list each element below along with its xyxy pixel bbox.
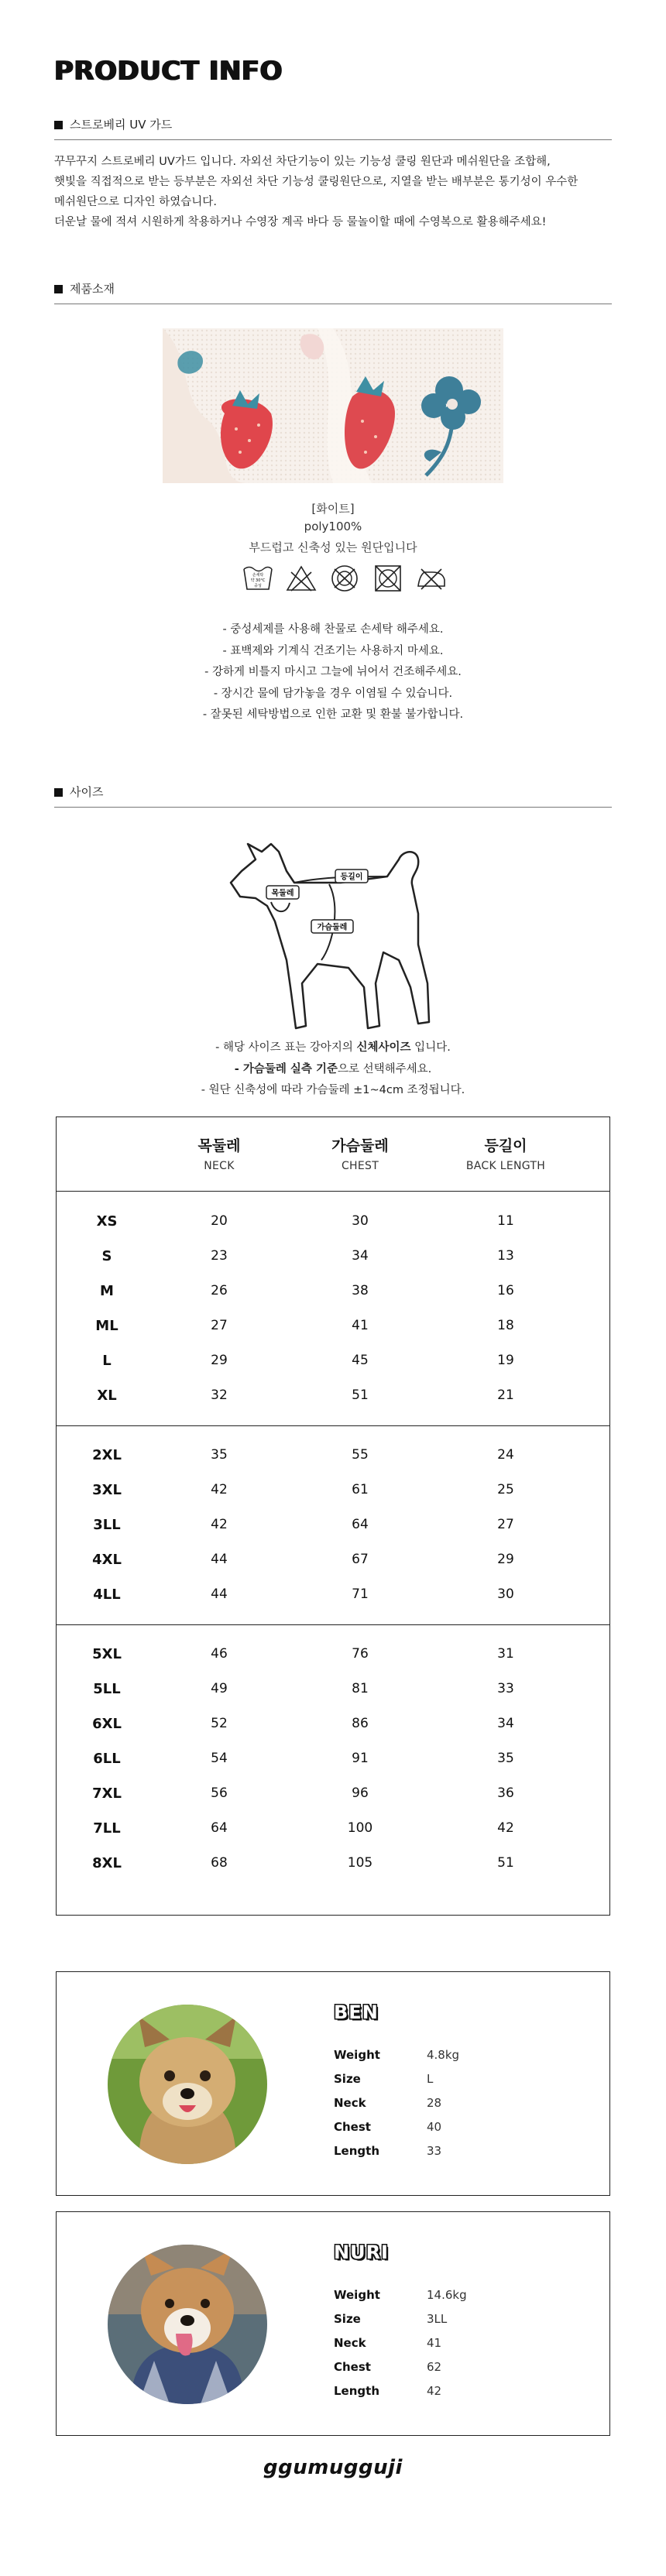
- table-cell: 105: [347, 1854, 373, 1871]
- spec-key: Weight: [334, 2288, 380, 2302]
- spec-row: [334, 2115, 459, 2139]
- table-cell: 31: [497, 1645, 514, 1662]
- table-cell: 29: [497, 1551, 514, 1567]
- care-note: - 잘못된 세탁방법으로 인한 교환 및 환불 불가합니다.: [202, 708, 464, 721]
- table-header: [57, 1117, 609, 1192]
- table-cell: 16: [497, 1283, 514, 1298]
- size-label: 3LL: [93, 1516, 121, 1533]
- table-cell: 19: [497, 1353, 514, 1368]
- table-row: [57, 1508, 609, 1542]
- table-row: [57, 1776, 609, 1811]
- spec-value: 4.8kg: [427, 2048, 460, 2062]
- table-cell: 86: [352, 1715, 369, 1731]
- square-bullet-icon: [54, 285, 63, 293]
- spec-row: [334, 2379, 467, 2403]
- size-note: [0, 1038, 666, 1059]
- note-text: 입니다.: [410, 1041, 451, 1054]
- square-bullet-icon: [54, 788, 63, 797]
- size-label: 5XL: [92, 1645, 122, 1662]
- model-specs: [334, 2043, 459, 2163]
- table-cell: 20: [211, 1213, 228, 1229]
- table-row: [57, 1846, 609, 1881]
- square-bullet-icon: [54, 121, 63, 129]
- table-row: [57, 1239, 609, 1274]
- section-label: 제품소재: [70, 282, 115, 296]
- table-cell: 54: [211, 1750, 228, 1766]
- divider: [54, 807, 612, 808]
- table-cell: 91: [352, 1750, 369, 1766]
- spec-row: [334, 2139, 459, 2163]
- table-cell: 35: [497, 1750, 514, 1766]
- spec-row: [334, 2331, 467, 2355]
- label-chest: 가슴둘레: [317, 923, 348, 932]
- size-label: L: [102, 1353, 112, 1369]
- size-note: [0, 1059, 666, 1081]
- fabric-description: 부드럽고 신축성 있는 원단입니다: [249, 540, 417, 554]
- wash-label: 중성: [254, 584, 262, 588]
- table-cell: 29: [211, 1353, 228, 1368]
- table-cell: 30: [497, 1586, 514, 1602]
- spec-key: Size: [334, 2312, 361, 2326]
- description-line: 햇빛을 직접적으로 받는 등부분은 자외선 차단 기능성 쿨링원단으로, 지열을 받는 배부분은 통기성이 우수한: [54, 176, 578, 188]
- table-row: [57, 1706, 609, 1741]
- section-label: 스트로베리 UV 가드: [70, 118, 173, 132]
- table-cell: 68: [211, 1854, 228, 1871]
- table-cell: 52: [211, 1715, 228, 1731]
- table-cell: 24: [497, 1446, 514, 1463]
- table-cell: 61: [352, 1481, 369, 1497]
- care-note: - 강하게 비틀지 마시고 그늘에 뉘어서 건조해주세요.: [204, 666, 462, 678]
- label-back-length: 등길이: [340, 873, 363, 882]
- section-header-size: [54, 784, 612, 800]
- spec-key: Length: [334, 2144, 379, 2158]
- fabric-swatch-image: [163, 328, 503, 483]
- model-name: NURI: [334, 2242, 389, 2263]
- avatar: [108, 2245, 267, 2404]
- table-row: [57, 1309, 609, 1343]
- no-bleach-icon: [285, 563, 318, 594]
- table-cell: 23: [211, 1248, 228, 1264]
- note-bold: - 가슴둘레 실측 기준: [234, 1062, 338, 1075]
- table-cell: 76: [352, 1645, 369, 1662]
- dog-measurement-diagram: [225, 828, 441, 1038]
- fabric-color: [화이트]: [311, 502, 355, 516]
- no-iron-icon: [415, 563, 448, 594]
- table-cell: 71: [352, 1586, 369, 1602]
- header-label: 가슴둘레: [331, 1137, 389, 1154]
- size-label: S: [101, 1248, 112, 1264]
- spec-key: Length: [334, 2384, 379, 2398]
- size-label: 7XL: [92, 1785, 122, 1802]
- table-cell: 46: [211, 1645, 228, 1662]
- table-cell: 32: [211, 1387, 228, 1403]
- label-neck: 목둘레: [271, 889, 294, 898]
- size-label: 6LL: [93, 1750, 121, 1767]
- size-notes: [0, 1038, 666, 1102]
- wash-label: 약 30°C: [250, 578, 266, 583]
- spec-value: 33: [427, 2144, 442, 2158]
- header-sub: CHEST: [341, 1160, 379, 1172]
- description-line: 더운날 물에 적셔 시원하게 착용하거나 수영장 계곡 바다 등 물놀이할 때에 수영복으로 활용해주세요!: [54, 216, 547, 228]
- spec-value: 42: [427, 2384, 442, 2398]
- table-row: [57, 1378, 609, 1413]
- size-label: 6XL: [92, 1715, 122, 1732]
- note-bold: 신체사이즈: [356, 1041, 411, 1054]
- care-instructions: [0, 619, 666, 726]
- table-cell: 100: [347, 1820, 373, 1836]
- table-cell: 96: [352, 1785, 369, 1801]
- care-note: - 장시간 물에 담가놓을 경우 이염될 수 있습니다.: [213, 687, 453, 700]
- table-cell: 51: [352, 1387, 369, 1403]
- spec-value: 41: [427, 2336, 442, 2350]
- size-label: 2XL: [92, 1446, 122, 1463]
- table-row: [57, 1204, 609, 1239]
- header-chest: [298, 1134, 422, 1172]
- brand-logo: ggumugguji: [263, 2456, 403, 2479]
- table-cell: 34: [497, 1715, 514, 1731]
- spec-key: Chest: [334, 2120, 371, 2134]
- table-cell: 11: [497, 1213, 514, 1229]
- spec-row: [334, 2067, 459, 2091]
- table-cell: 42: [211, 1481, 228, 1497]
- model-specs: [334, 2283, 467, 2403]
- size-group: [57, 1192, 609, 1425]
- table-row: [57, 1542, 609, 1577]
- size-label: 3XL: [92, 1481, 122, 1498]
- table-cell: 26: [211, 1283, 228, 1298]
- table-cell: 13: [497, 1248, 514, 1264]
- size-label: 8XL: [92, 1854, 122, 1871]
- table-cell: 34: [352, 1248, 369, 1264]
- table-cell: 35: [211, 1446, 228, 1463]
- header-sub: NECK: [204, 1160, 235, 1172]
- header-label: 등길이: [484, 1137, 527, 1154]
- table-cell: 25: [497, 1481, 514, 1497]
- header-sub: BACK LENGTH: [465, 1160, 546, 1172]
- table-cell: 21: [497, 1387, 514, 1403]
- spec-key: Neck: [334, 2336, 366, 2350]
- table-cell: 81: [352, 1680, 369, 1696]
- table-cell: 42: [497, 1820, 514, 1836]
- table-row: [57, 1274, 609, 1309]
- care-note: - 중성세제를 사용해 찬물로 손세탁 해주세요.: [222, 623, 444, 636]
- size-group: [57, 1425, 609, 1624]
- section-header-product: [54, 116, 612, 132]
- table-cell: 67: [352, 1551, 369, 1567]
- table-row: [57, 1672, 609, 1706]
- spec-key: Chest: [334, 2360, 371, 2374]
- model-card-nuri: [56, 2211, 610, 2436]
- size-group: [57, 1624, 609, 1893]
- description-line: 메쉬원단으로 디자인 하였습니다.: [54, 196, 217, 208]
- size-label: M: [100, 1283, 114, 1299]
- table-cell: 27: [497, 1516, 514, 1532]
- section-header-material: [54, 280, 612, 297]
- spec-row: [334, 2091, 459, 2115]
- spec-row: [334, 2355, 467, 2379]
- table-cell: 27: [211, 1318, 228, 1333]
- divider: [54, 139, 612, 140]
- no-tumble-dry-icon: [328, 563, 361, 594]
- section-label: 사이즈: [70, 785, 104, 799]
- table-cell: 33: [497, 1680, 514, 1696]
- size-table: [56, 1116, 610, 1916]
- spec-value: 62: [427, 2360, 442, 2374]
- table-cell: 45: [352, 1353, 369, 1368]
- header-neck: [157, 1134, 281, 1172]
- table-cell: 42: [211, 1516, 228, 1532]
- spec-value: 40: [427, 2120, 442, 2134]
- product-description: [54, 152, 620, 232]
- spec-value: 28: [427, 2096, 442, 2110]
- spec-row: [334, 2043, 459, 2067]
- spec-row: [334, 2307, 467, 2331]
- size-label: 5LL: [93, 1680, 121, 1697]
- table-row: [57, 1343, 609, 1378]
- table-cell: 44: [211, 1551, 228, 1567]
- description-line: 꾸무꾸지 스트로베리 UV가드 입니다. 자외선 차단기능이 있는 기능성 쿨링 원단과 메쉬원단을 조합해,: [54, 156, 551, 168]
- spec-key: Size: [334, 2072, 361, 2086]
- header-back-length: [436, 1134, 575, 1172]
- spec-value: 14.6kg: [427, 2288, 467, 2302]
- model-card-ben: [56, 1971, 610, 2196]
- note-text: 으로 선택해주세요.: [337, 1062, 432, 1075]
- table-row: [57, 1577, 609, 1612]
- spec-row: [334, 2283, 467, 2307]
- size-label: 4XL: [92, 1551, 122, 1568]
- wash-label: 손세탁: [252, 573, 264, 578]
- table-row: [57, 1438, 609, 1473]
- spec-key: Weight: [334, 2048, 380, 2062]
- spec-key: Neck: [334, 2096, 366, 2110]
- table-cell: 44: [211, 1586, 228, 1602]
- no-dry-clean-icon: [372, 563, 404, 594]
- table-row: [57, 1473, 609, 1508]
- spec-value: 3LL: [427, 2312, 448, 2326]
- table-cell: 55: [352, 1446, 369, 1463]
- header-label: 목둘레: [197, 1137, 241, 1154]
- table-cell: 64: [352, 1516, 369, 1532]
- size-label: XS: [96, 1213, 118, 1230]
- table-cell: 64: [211, 1820, 228, 1836]
- avatar: [108, 2005, 267, 2164]
- table-cell: 18: [497, 1318, 514, 1333]
- care-icons: [242, 563, 448, 594]
- table-row: [57, 1637, 609, 1672]
- size-label: 4LL: [93, 1586, 121, 1603]
- table-cell: 56: [211, 1785, 228, 1801]
- table-cell: 38: [352, 1283, 369, 1298]
- spec-value: L: [427, 2072, 434, 2086]
- hand-wash-icon: [242, 563, 274, 594]
- table-cell: 30: [352, 1213, 369, 1229]
- table-cell: 51: [497, 1854, 514, 1871]
- page-title: PRODUCT INFO: [54, 56, 283, 87]
- table-cell: 41: [352, 1318, 369, 1333]
- table-cell: 49: [211, 1680, 228, 1696]
- fabric-composition: poly100%: [304, 520, 362, 533]
- note-text: - 해당 사이즈 표는 강아지의: [215, 1041, 357, 1054]
- size-label: XL: [97, 1387, 117, 1404]
- care-note: - 표백제와 기계식 건조기는 사용하지 마세요.: [222, 644, 444, 657]
- size-note: - 원단 신축성에 따라 가슴둘레 ±1~4cm 조정됩니다.: [201, 1084, 465, 1096]
- model-name: BEN: [334, 2001, 379, 2023]
- table-row: [57, 1741, 609, 1776]
- table-row: [57, 1811, 609, 1846]
- size-label: 7LL: [93, 1820, 121, 1837]
- table-cell: 36: [497, 1785, 514, 1801]
- size-label: ML: [95, 1318, 118, 1334]
